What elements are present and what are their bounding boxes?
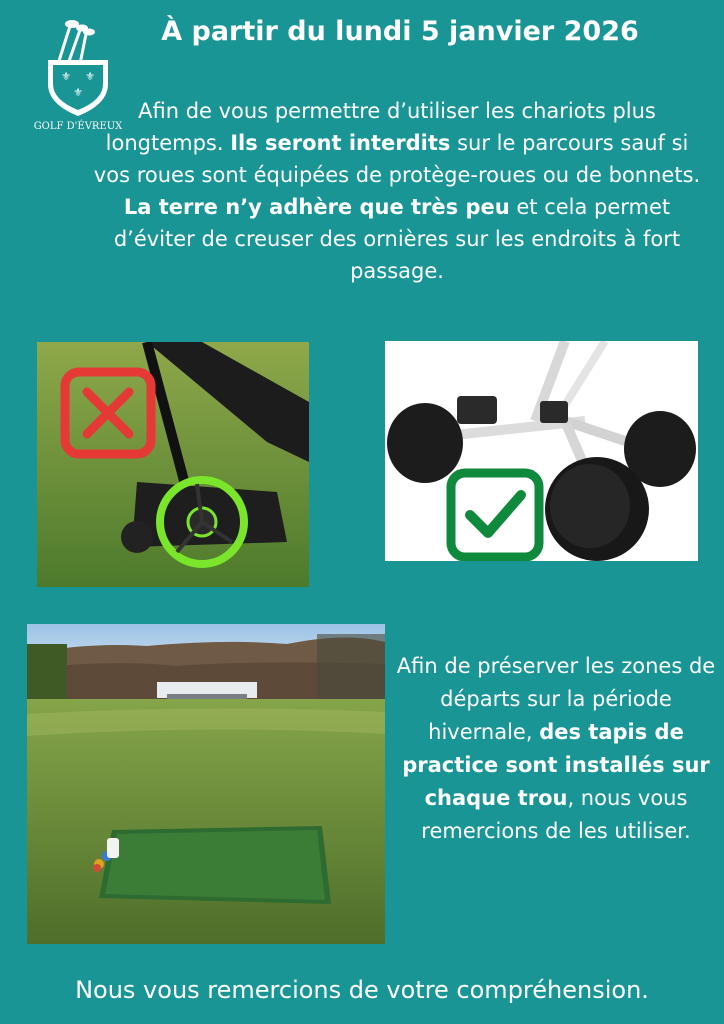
page-title: À partir du lundi 5 janvier 2026 [161,16,639,47]
intro-text-1: Afin de vous permettre d’utiliser les chariots plus longtemps. [105,99,656,155]
photo-trolley-no-covers [37,342,309,587]
svg-text:⚜: ⚜ [85,70,95,83]
side-bold-1: des tapis de practice sont installés sur chaque trou [402,720,710,810]
practice-mat-paragraph [396,650,716,848]
photo-trolley-with-covers [385,341,698,561]
side-text-1: Afin de préserver les zones de départs sur la période hivernale, [396,654,716,744]
svg-text:⚜: ⚜ [61,70,71,83]
footer-thanks: Nous vous remercions de votre compréhension. [75,976,649,1004]
intro-bold-2: La terre n’y adhère que très peu [123,195,510,219]
logo-text: GOLF D'ÉVREUX [33,121,123,132]
side-text-2: , nous vous remercions de les utiliser. [421,786,691,843]
intro-bold-1: Ils seront interdits [230,131,451,155]
intro-text-3: et cela permet d’éviter de creuser des ornières sur les endroits à fort passage. [113,195,681,283]
intro-paragraph [86,95,708,287]
intro-text-2: sur le parcours sauf si vos roues sont équipées de protège-roues ou de bonnets. [93,131,701,187]
photo-practice-mat [27,624,385,944]
svg-text:⚜: ⚜ [73,86,83,99]
